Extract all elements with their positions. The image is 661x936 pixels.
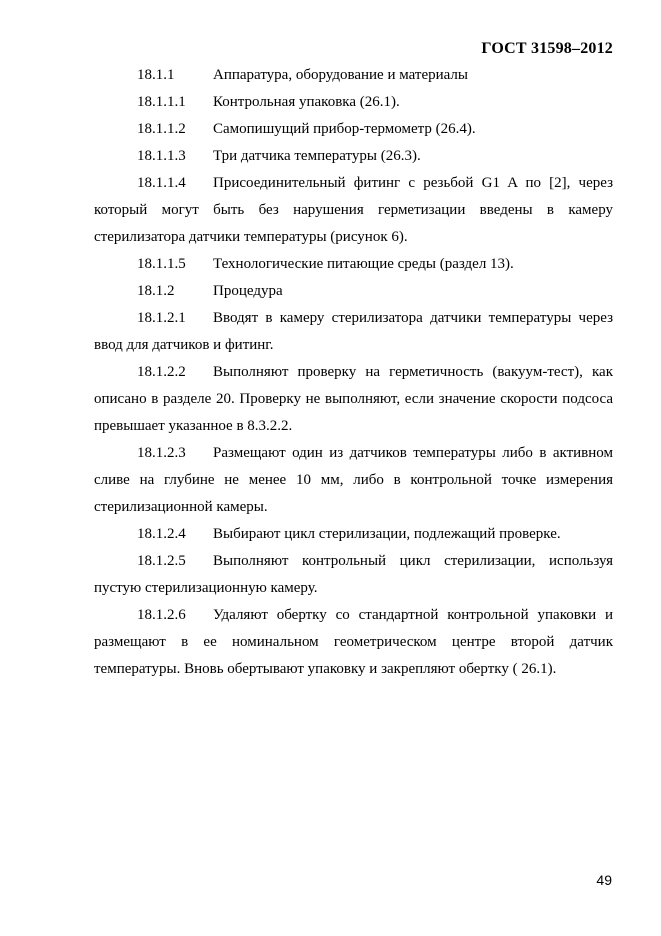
- clause-text: Три датчика температуры (26.3).: [213, 148, 421, 164]
- clause-18-1-1-4: [94, 170, 613, 251]
- clause-18-1-2-1: [94, 305, 613, 359]
- clause-number: 18.1.1.1: [137, 94, 186, 110]
- clause-number: 18.1.2.2: [137, 364, 186, 380]
- clause-number: 18.1.1.3: [137, 148, 186, 164]
- clause-text: Аппаратура, оборудование и материалы: [213, 67, 468, 83]
- page-number: 49: [596, 872, 612, 888]
- clause-number: 18.1.1.2: [137, 121, 186, 137]
- clause-text: Технологические питающие среды (раздел 13).: [213, 256, 514, 272]
- clause-18-1-2-4: [94, 521, 613, 548]
- clause-18-1-1-2: [94, 116, 613, 143]
- clause-text: Вводят в камеру стерилизатора датчики температуры через ввод для датчиков и фитинг.: [94, 310, 613, 353]
- clause-18-1-1-5: [94, 251, 613, 278]
- clause-text: Размещают один из датчиков температуры либо в активном сливе на глубине не менее 10 мм, либо в контрольной точке измерения стерилизационной камеры.: [94, 445, 613, 515]
- clause-number: 18.1.1: [137, 67, 175, 83]
- clause-text: Выполняют проверку на герметичность (вакуум-тест), как описано в разделе 20. Проверку не выполняют, если значение скорости подсоса превышает указанное в 8.3.2.2.: [94, 364, 613, 434]
- standard-title: ГОСТ 31598–2012: [481, 40, 613, 57]
- clause-18-1-2-2: [94, 359, 613, 440]
- clause-number: 18.1.2: [137, 283, 175, 299]
- clause-text: Контрольная упаковка (26.1).: [213, 94, 400, 110]
- clause-text: Выбирают цикл стерилизации, подлежащий проверке.: [213, 526, 561, 542]
- clause-number: 18.1.1.4: [137, 175, 186, 191]
- clause-number: 18.1.1.5: [137, 256, 186, 272]
- clause-text: Присоединительный фитинг с резьбой G1 A по [2], через который могут быть без нарушения герметизации введены в камеру стерилизатора датчики температуры (рисунок 6).: [94, 175, 613, 245]
- clause-18-1-2: [94, 278, 613, 305]
- clause-number: 18.1.2.6: [137, 607, 186, 623]
- clause-18-1-1-3: [94, 143, 613, 170]
- clause-text: Выполняют контрольный цикл стерилизации, используя пустую стерилизационную камеру.: [94, 553, 613, 596]
- clause-18-1-1: [94, 62, 613, 89]
- clause-18-1-2-6: [94, 602, 613, 683]
- clause-number: 18.1.2.4: [137, 526, 186, 542]
- clause-number: 18.1.2.1: [137, 310, 186, 326]
- clause-number: 18.1.2.5: [137, 553, 186, 569]
- clause-number: 18.1.2.3: [137, 445, 186, 461]
- clause-18-1-1-1: [94, 89, 613, 116]
- clause-text: Самопишущий прибор-термометр (26.4).: [213, 121, 476, 137]
- document-body: [94, 62, 613, 683]
- clause-18-1-2-5: [94, 548, 613, 602]
- clause-text: Процедура: [213, 283, 283, 299]
- clause-text: Удаляют обертку со стандартной контрольной упаковки и размещают в ее номинальном геометрическом центре второй датчик температуры. Вновь обертывают упаковку и закрепляют обертку ( 26.1).: [94, 607, 613, 677]
- clause-18-1-2-3: [94, 440, 613, 521]
